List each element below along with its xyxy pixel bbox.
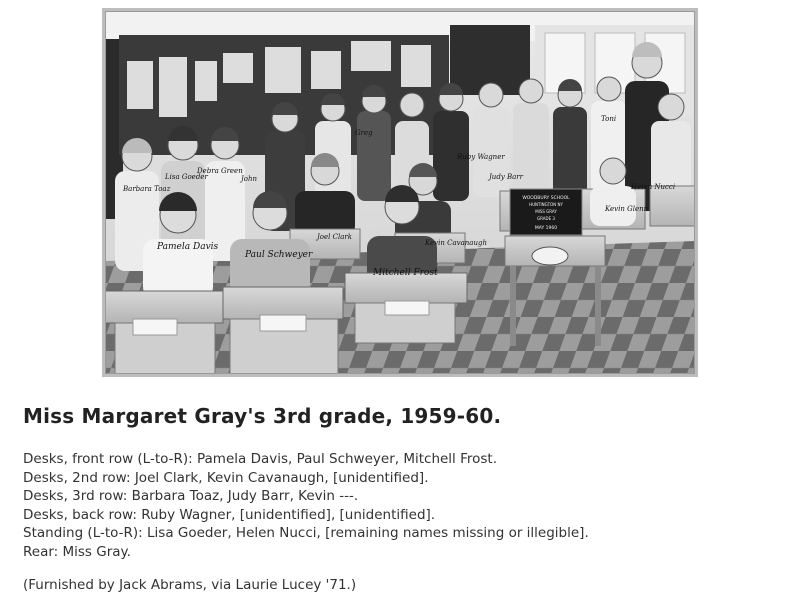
caption-details <box>23 450 589 561</box>
label-debra: Debra Green <box>197 167 243 175</box>
board-line-2: HUNTINGTON NY <box>529 202 563 207</box>
caption-line-front-row: Desks, front row (L-to-R): Pamela Davis, Paul Schweyer, Mitchell Frost. <box>23 451 498 467</box>
caption-line-rear: Rear: Miss Gray. <box>23 543 131 560</box>
board-line-1: WOODBURY SCHOOL <box>522 196 570 201</box>
photo-caption-title: Miss Margaret Gray's 3rd grade, 1959-60. <box>23 404 502 428</box>
label-judy: Judy Barr <box>489 173 523 181</box>
board-line-3: MISS GRAY <box>535 209 557 214</box>
label-paul: Paul Schweyer <box>245 250 313 260</box>
class-photo <box>102 8 698 377</box>
board-line-5: MAY 1960 <box>534 226 558 231</box>
label-kevin-c: Kevin Cavanaugh <box>425 239 487 247</box>
label-pamela: Pamela Davis <box>157 242 219 252</box>
label-john: John <box>241 175 258 183</box>
label-mitchell: Mitchell Frost <box>373 268 438 278</box>
board-line-4: GRADE 3 <box>537 216 555 221</box>
label-greg: Greg <box>355 129 373 137</box>
caption-line-second-row: Desks, 2nd row: Joel Clark, Kevin Cavanaugh, [unidentified]. <box>23 469 429 486</box>
label-ruby: Ruby Wagner <box>457 153 505 161</box>
school-name-board <box>510 189 582 235</box>
photo-credit: (Furnished by Jack Abrams, via Laurie Lucey '71.) <box>23 577 357 593</box>
label-joel: Joel Clark <box>317 233 352 241</box>
caption-line-third-row: Desks, 3rd row: Barbara Toaz, Judy Barr, Kevin ---. <box>23 488 359 504</box>
caption-line-back-row: Desks, back row: Ruby Wagner, [unidentified], [unidentified]. <box>23 506 436 523</box>
caption-line-standing: Standing (L-to-R): Lisa Goeder, Helen Nucci, [remaining names missing or illegible]. <box>23 525 589 541</box>
label-lisa: Lisa Goeder <box>165 173 208 181</box>
class-photo-image <box>105 11 695 374</box>
label-helen: Helen Nucci <box>631 183 676 191</box>
label-barbara: Barbara Toaz <box>123 185 171 193</box>
label-kevin-g: Kevin Glenn <box>605 205 649 213</box>
label-toni: Toni <box>601 115 617 123</box>
